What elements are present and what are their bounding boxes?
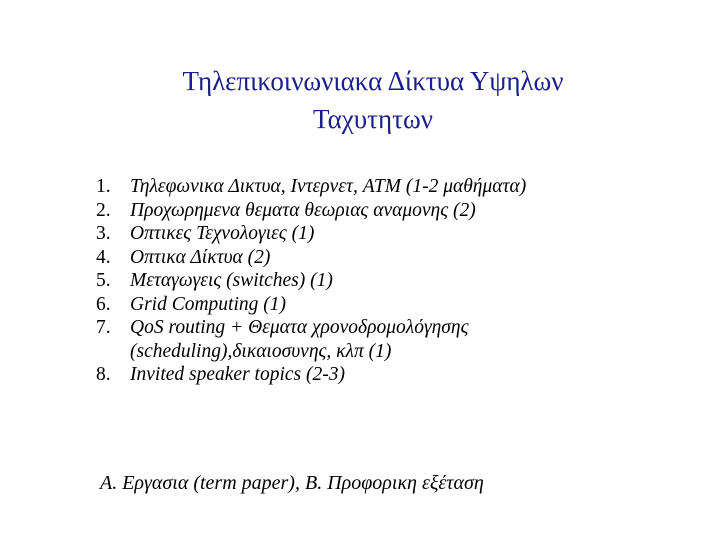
topic-number: 1.	[96, 176, 111, 197]
topic-number: 6.	[96, 293, 111, 315]
topic-item-6	[96, 293, 526, 317]
title-line-2: Ταχυτητων	[313, 104, 433, 134]
topic-text: Τηλεφωνικα Δικτυα, Ιντερνετ, ATM (1-2 μαθήματα)	[130, 176, 527, 197]
title-line-1: Τηλεπικοινωνιακα Δίκτυα Υψηλων	[182, 66, 564, 96]
assessment-note: Α. Εργασια (term paper), Β. Προφορικη εξέταση	[100, 472, 484, 494]
topic-item-3	[96, 222, 526, 246]
topic-item-5	[96, 269, 526, 293]
topic-item-4	[96, 246, 526, 270]
topic-number: 5.	[96, 270, 111, 291]
topic-text: Οπτικα Δίκτυα (2)	[130, 246, 271, 268]
topic-item-7	[96, 316, 526, 363]
topic-item-8	[96, 363, 526, 387]
topic-number: 4.	[96, 246, 111, 268]
topic-text: Προχωρημενα θεματα θεωριας αναμονης (2)	[130, 199, 476, 221]
topic-item-1	[96, 175, 526, 199]
topic-number: 8.	[96, 364, 111, 385]
topic-text-continuation: (scheduling),δικαιοσυνης, κλπ (1)	[130, 340, 392, 362]
topic-list	[96, 175, 526, 387]
slide-title	[0, 62, 720, 138]
topic-text: Grid Computing (1)	[130, 293, 286, 315]
topic-item-2	[96, 199, 526, 223]
topic-text: Invited speaker topics (2-3)	[130, 364, 345, 385]
topic-number: 7.	[96, 317, 111, 338]
topic-text: Οπτικες Τεχνολογιες (1)	[130, 223, 315, 244]
topic-text: QoS routing + Θεματα χρονοδρομολόγησης	[130, 317, 469, 338]
topic-number: 3.	[96, 223, 111, 244]
topic-text: Μεταγωγεις (switches) (1)	[130, 270, 333, 291]
topic-number: 2.	[96, 199, 111, 221]
